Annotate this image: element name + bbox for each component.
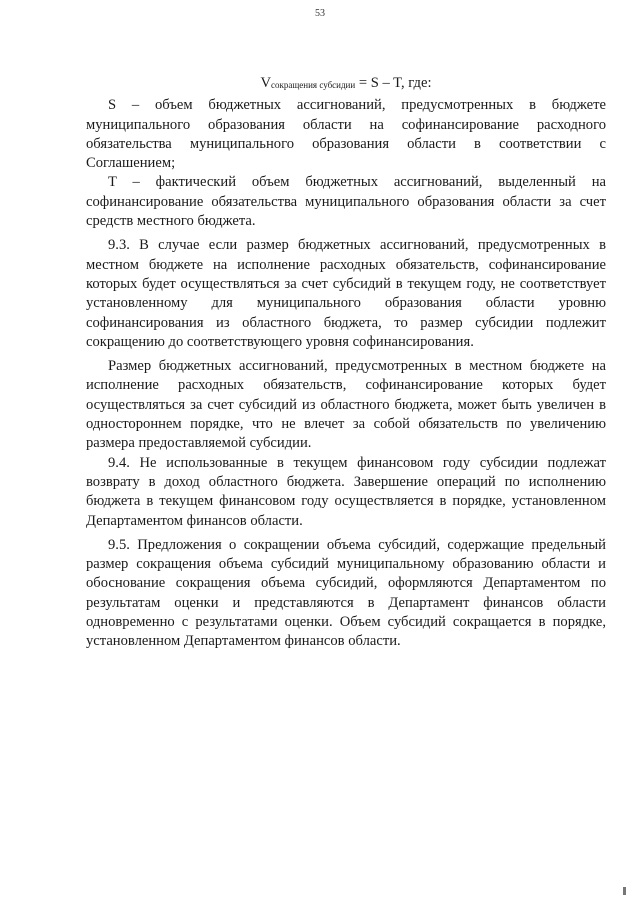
formula-rhs: = S – T, где: bbox=[355, 75, 432, 91]
paragraph-9-5: 9.5. Предложения о сокращении объема субсидий, содержащие предельный размер сокращения объема субсидий муниципальному образованию области и обоснование сокращения объема субсидий, оформляются Департаментом по результатам оценки и представляются в Департамент финансов области одновременно с результатами оценки. Объем субсидий сокращается в порядке, установленном Департаментом финансов области. bbox=[86, 536, 606, 650]
page-number: 53 bbox=[315, 8, 325, 19]
formula-lhs: V bbox=[260, 75, 272, 91]
document-body bbox=[86, 74, 606, 652]
paragraph-budget-increase: Размер бюджетных ассигнований, предусмотренных в местном бюджете на исполнение расходных обязательств, софинансирование которых будет осуществляться за счет субсидий из областного бюджета, может быть увеличен в одностороннем порядке, что не влечет за собой обязательств по увеличению размера предоставляемой субсидии. bbox=[86, 358, 606, 452]
paragraph-t-definition: T – фактический объем бюджетных ассигнований, выделенный на софинансирование обязательства муниципального образования области за счет средств местного бюджета. bbox=[86, 174, 606, 230]
formula bbox=[86, 74, 606, 95]
paragraph-9-4: 9.4. Не использованные в текущем финансовом году субсидии подлежат возврату в доход областного бюджета. Завершение операций по исполнению бюджета в текущем финансовом году осуществляется в порядке, установленном Департаментом финансов области. bbox=[86, 454, 606, 529]
formula-subscript: сокращения субсидии bbox=[271, 80, 356, 90]
paragraph-s-definition: S – объем бюджетных ассигнований, предусмотренных в бюджете муниципального образования области на софинансирование расходного обязательства муниципального образования области в соответствии с Соглашением; bbox=[86, 97, 606, 172]
paragraph-9-3: 9.3. В случае если размер бюджетных ассигнований, предусмотренных в местном бюджете на исполнение расходных обязательств, софинансирование которых будет осуществляться за счет субсидий в текущем году, не соответствует установленному для муниципального образования области уровню софинансирования из областного бюджета, то размер субсидии подлежит сокращению до соответствующего уровня софинансирования. bbox=[86, 237, 606, 350]
scan-mark bbox=[623, 887, 626, 895]
